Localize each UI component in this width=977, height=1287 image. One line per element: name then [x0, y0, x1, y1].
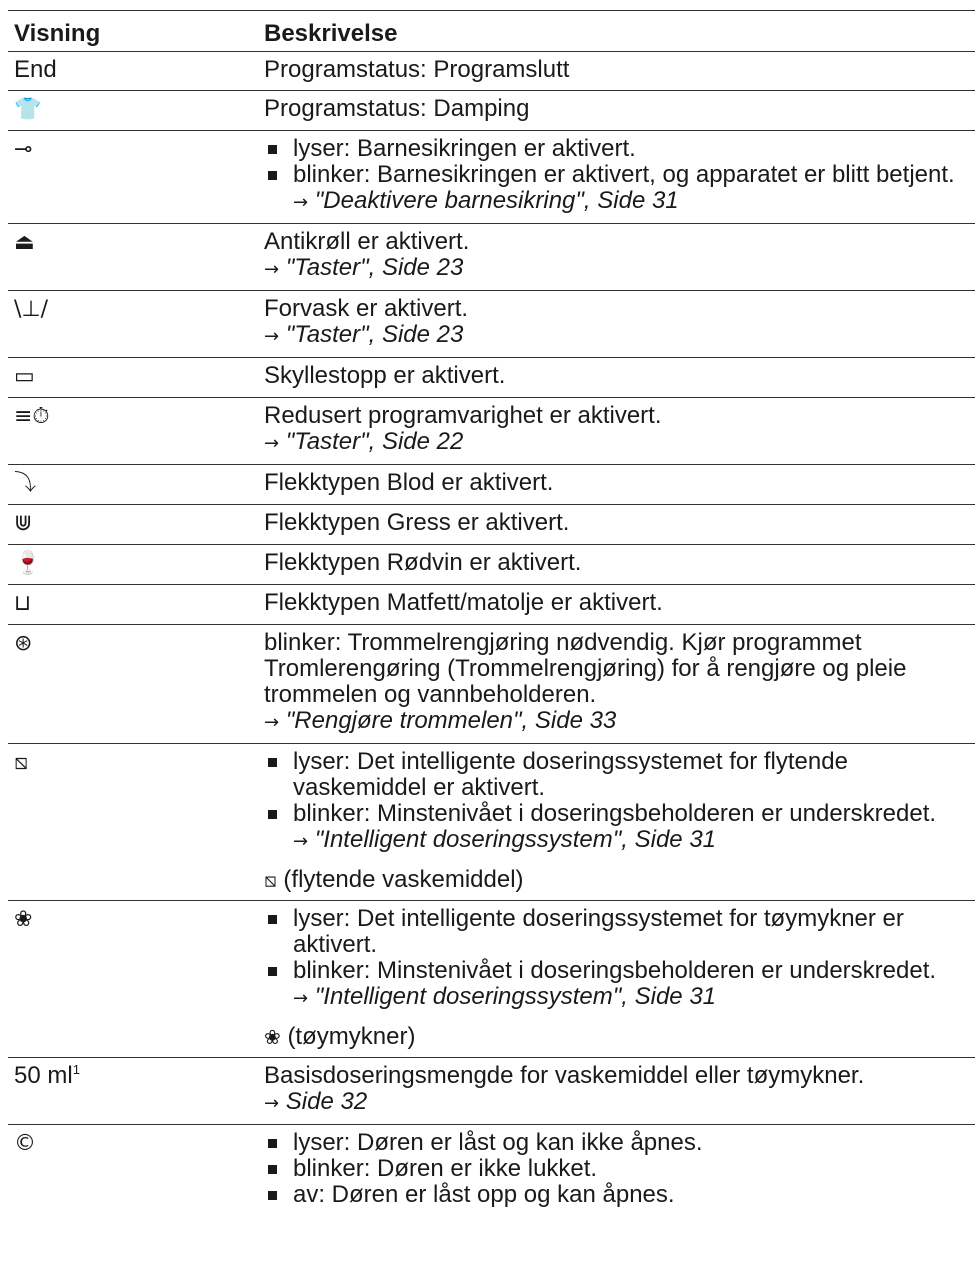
- description-cell: [258, 585, 975, 625]
- symbol-cell: [8, 131, 258, 224]
- description-cell: [258, 358, 975, 398]
- symbol-cell: [8, 901, 258, 1058]
- iron-icon: ⏏: [14, 230, 35, 255]
- table-row: [8, 52, 975, 91]
- description-text: Redusert programvarighet er aktivert.: [264, 402, 662, 429]
- end-text: End: [14, 56, 57, 83]
- list-item: blinker: Minstenivået i doseringsbeholderen er underskredet.: [264, 801, 969, 827]
- reference-link[interactable]: "Rengjøre trommelen", Side 33: [285, 707, 617, 734]
- arrow-right-icon: →: [293, 192, 309, 213]
- wine-glass-icon: 🍷: [14, 551, 42, 576]
- description-text: Flekktypen Gress er aktivert.: [264, 509, 570, 536]
- door-lock-icon: ©: [14, 1131, 36, 1156]
- table-row: [8, 224, 975, 291]
- table-row: [8, 1058, 975, 1125]
- cross-reference[interactable]: [264, 429, 969, 457]
- display-symbol-table: [8, 10, 975, 1215]
- arrow-right-icon: →: [264, 259, 280, 280]
- description-cell: [258, 1058, 975, 1125]
- cross-reference[interactable]: [264, 255, 969, 283]
- description-cell: [258, 131, 975, 224]
- table-row: [8, 505, 975, 545]
- cross-reference[interactable]: [264, 827, 969, 855]
- description-cell: [258, 91, 975, 131]
- reference-link[interactable]: "Intelligent doseringssystem", Side 31: [314, 983, 717, 1010]
- symbol-cell: [8, 545, 258, 585]
- reference-link[interactable]: "Deaktivere barnesikring", Side 31: [314, 187, 679, 214]
- liquid-detergent-icon: ⧅: [14, 750, 28, 775]
- symbol-cell: [8, 291, 258, 358]
- symbol-cell: [8, 585, 258, 625]
- liquid-detergent-icon: ⧅: [264, 868, 277, 892]
- description-cell: [258, 465, 975, 505]
- table-row: [8, 398, 975, 465]
- reference-link[interactable]: Side 32: [285, 1088, 368, 1115]
- arrow-right-icon: →: [264, 433, 280, 454]
- rinse-hold-tub-icon: ▭: [14, 364, 35, 389]
- description-cell: [258, 398, 975, 465]
- volume-text: 50 ml: [14, 1062, 73, 1089]
- list-item: lyser: Det intelligente doseringssystemet for tøymykner er aktivert.: [264, 906, 969, 958]
- symbol-cell: [8, 1058, 258, 1125]
- speed-clock-icon: ≡⏱: [14, 404, 50, 429]
- column-header-visning: Visning: [8, 11, 258, 52]
- cross-reference[interactable]: [264, 708, 969, 736]
- description-cell: [258, 625, 975, 744]
- arrow-right-icon: →: [293, 988, 309, 1009]
- key-icon: ⊸: [14, 137, 33, 162]
- list-item: lyser: Barnesikringen er aktivert.: [264, 136, 969, 162]
- reference-link[interactable]: "Taster", Side 23: [285, 321, 464, 348]
- list-item: av: Døren er låst opp og kan åpnes.: [264, 1182, 969, 1208]
- symbol-cell: [8, 625, 258, 744]
- arrow-right-icon: →: [264, 326, 280, 347]
- description-text: Programstatus: Damping: [264, 95, 530, 122]
- table-row: [8, 545, 975, 585]
- arrow-right-icon: →: [264, 712, 280, 733]
- list-item: blinker: Døren er ikke lukket.: [264, 1156, 969, 1182]
- description-cell: [258, 505, 975, 545]
- table-row: [8, 291, 975, 358]
- symbol-cell: [8, 744, 258, 901]
- description-text: Antikrøll er aktivert.: [264, 228, 470, 255]
- cross-reference[interactable]: [264, 188, 969, 216]
- arrow-right-icon: →: [264, 1093, 280, 1114]
- drum-clean-icon: ⊛: [14, 631, 33, 656]
- blood-stain-icon: ⤵: [14, 471, 37, 496]
- note-text: (flytende vaskemiddel): [283, 866, 524, 893]
- list-item: lyser: Det intelligente doseringssystemet for flytende vaskemiddel er aktivert.: [264, 749, 969, 801]
- symbol-cell: [8, 398, 258, 465]
- table-header-row: [8, 11, 975, 52]
- bullet-list: [264, 906, 969, 984]
- description-cell: [258, 901, 975, 1058]
- footnote-marker: 1: [72, 1062, 80, 1077]
- description-cell: [258, 1125, 975, 1216]
- symbol-note: [264, 1024, 969, 1050]
- list-item: blinker: Minstenivået i doseringsbeholderen er underskredet.: [264, 958, 969, 984]
- grass-stain-icon: ⋓: [14, 511, 33, 536]
- symbol-cell: [8, 91, 258, 131]
- description-text: Forvask er aktivert.: [264, 295, 469, 322]
- table-row: [8, 625, 975, 744]
- reference-link[interactable]: "Taster", Side 23: [285, 254, 464, 281]
- description-text: Skyllestopp er aktivert.: [264, 362, 506, 389]
- description-cell: [258, 744, 975, 901]
- table-row: [8, 465, 975, 505]
- note-text: (tøymykner): [287, 1023, 416, 1050]
- symbol-cell: [8, 1125, 258, 1216]
- table-row: [8, 744, 975, 901]
- bullet-list: [264, 1130, 969, 1208]
- description-text: Flekktypen Matfett/matolje er aktivert.: [264, 589, 663, 616]
- softener-flower-icon: ❀: [14, 907, 33, 932]
- list-item: lyser: Døren er låst og kan ikke åpnes.: [264, 1130, 969, 1156]
- description-text: Flekktypen Blod er aktivert.: [264, 469, 554, 496]
- column-header-beskrivelse: Beskrivelse: [258, 11, 975, 52]
- arrow-right-icon: →: [293, 831, 309, 852]
- grease-tray-icon: ⊔: [14, 591, 32, 616]
- bullet-list: [264, 136, 969, 188]
- symbol-cell: [8, 465, 258, 505]
- symbol-cell: [8, 224, 258, 291]
- table-row: [8, 131, 975, 224]
- table-row: [8, 585, 975, 625]
- list-item: blinker: Barnesikringen er aktivert, og apparatet er blitt betjent.: [264, 162, 969, 188]
- description-cell: [258, 545, 975, 585]
- cross-reference[interactable]: [264, 1089, 969, 1117]
- description-cell: [258, 52, 975, 91]
- description-text: Flekktypen Rødvin er aktivert.: [264, 549, 582, 576]
- softener-flower-icon: ❀: [264, 1025, 281, 1049]
- description-cell: [258, 224, 975, 291]
- symbol-cell: [8, 505, 258, 545]
- description-text: Programstatus: Programslutt: [264, 56, 570, 83]
- steam-shirt-icon: 👕: [14, 97, 42, 122]
- reference-link[interactable]: "Taster", Side 22: [285, 428, 464, 455]
- table-row: [8, 358, 975, 398]
- reference-link[interactable]: "Intelligent doseringssystem", Side 31: [314, 826, 717, 853]
- cross-reference[interactable]: [264, 322, 969, 350]
- table-row: [8, 1125, 975, 1216]
- description-cell: [258, 291, 975, 358]
- description-text: blinker: Trommelrengjøring nødvendig. Kjør programmet Tromlerengøring (Trommelrengjøring) for å rengjøre og pleie trommelen og vannbeholderen.: [264, 629, 907, 708]
- description-text: Basisdoseringsmengde for vaskemiddel eller tøymykner.: [264, 1062, 865, 1089]
- table-row: [8, 901, 975, 1058]
- symbol-cell: [8, 52, 258, 91]
- symbol-cell: [8, 358, 258, 398]
- prewash-tub-icon: \⊥/: [14, 297, 48, 322]
- bullet-list: [264, 749, 969, 827]
- symbol-note: [264, 867, 969, 893]
- cross-reference[interactable]: [264, 984, 969, 1012]
- table-row: [8, 91, 975, 131]
